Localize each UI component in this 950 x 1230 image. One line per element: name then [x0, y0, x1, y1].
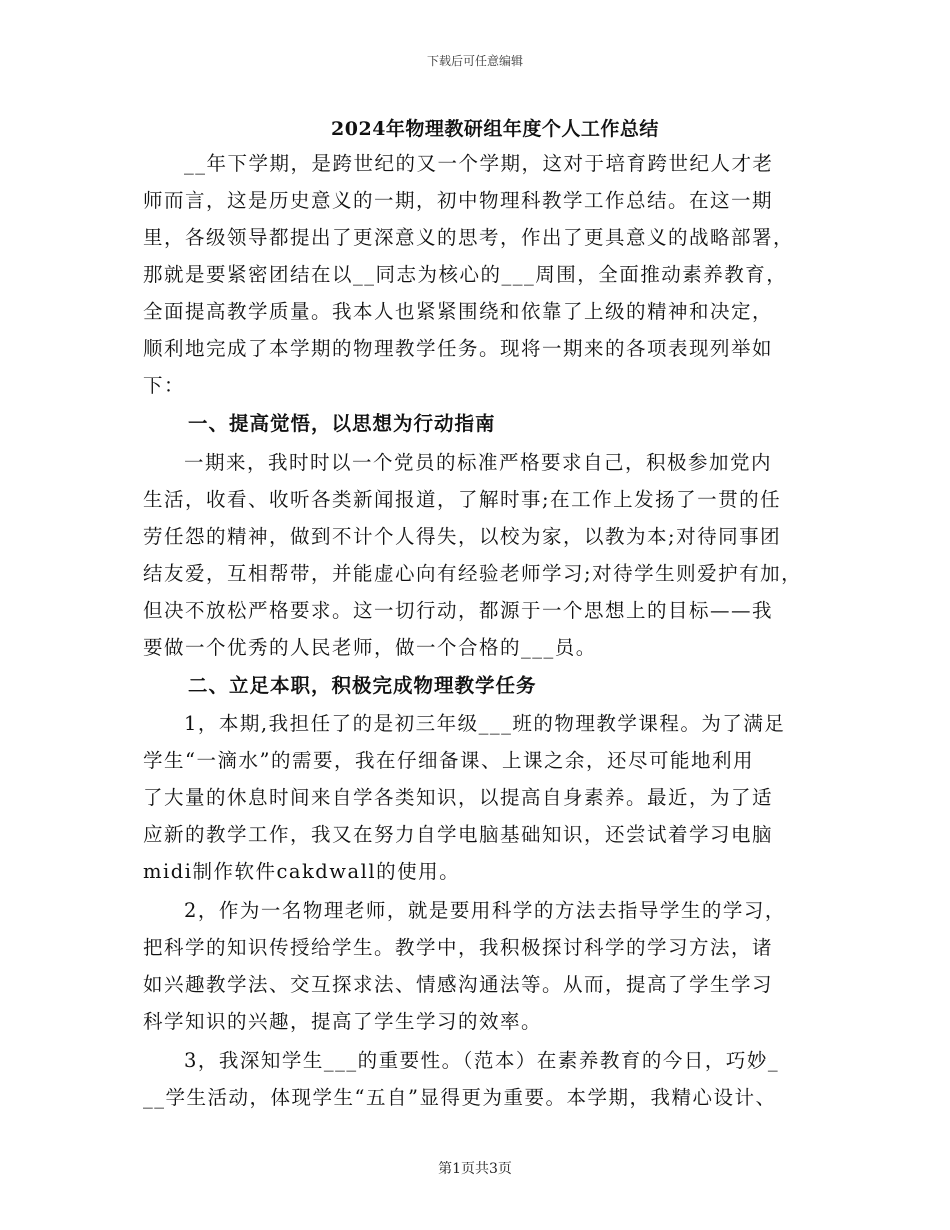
document-title: 2024年物理教研组年度个人工作总结	[331, 118, 659, 140]
paragraph-line: 结友爱，互相帮带，并能虚心向有经验老师学习;对待学生则爱护有加，	[143, 562, 803, 585]
paragraph-line: 劳任怨的精神，做到不计个人得失，以校为家，以教为本;对待同事团	[143, 525, 782, 548]
paragraph-line: 一期来，我时时以一个党员的标准严格要求自己，积极参加党内	[184, 451, 773, 474]
section-heading-1: 一、提高觉悟，以思想为行动指南	[188, 412, 496, 435]
paragraph-line: 但决不放松严格要求。这一切行动，都源于一个思想上的目标——我	[143, 599, 774, 622]
paragraph-line: 把科学的知识传授给学生。教学中，我积极探讨科学的学习方法，诸	[143, 936, 774, 959]
paragraph-line: __年下学期，是跨世纪的又一个学期，这对于培育跨世纪人才老	[184, 152, 774, 175]
paragraph-line: 学生“一滴水”的需要，我在仔细备课、上课之余，还尽可能地利用	[143, 749, 754, 772]
header-note: 下载后可任意编辑	[426, 54, 523, 68]
paragraph-line: __学生活动，体现学生“五自”显得更为重要。本学期，我精心设计、	[143, 1086, 777, 1109]
paragraph-line: 3，我深知学生___的重要性。（范本）在素养教育的今日，巧妙_	[184, 1049, 780, 1072]
paragraph-line: 2，作为一名物理老师，就是要用科学的方法去指导学生的学习，	[184, 899, 786, 922]
paragraph-line: 里，各级领导都提出了更深意义的思考，作出了更具意义的战略部署，	[143, 226, 795, 249]
paragraph-line: 全面提高教学质量。我本人也紧紧围绕和依靠了上级的精神和决定，	[143, 300, 774, 323]
section-heading-2: 二、立足本职，积极完成物理教学任务	[188, 674, 537, 697]
paragraph-line: midi制作软件cakdwall的使用。	[143, 860, 461, 883]
paragraph-line: 生活，收看、收听各类新闻报道，了解时事;在工作上发扬了一贯的任	[143, 488, 782, 511]
paragraph-line: 科学知识的兴趣，提高了学生学习的效率。	[143, 1010, 543, 1033]
paragraph-line: 1，本期,我担任了的是初三年级___班的物理教学课程。为了满足	[184, 712, 786, 735]
paragraph-line: 顺利地完成了本学期的物理教学任务。现将一期来的各项表现列举如	[143, 337, 774, 360]
paragraph-line: 如兴趣教学法、交互探求法、情感沟通法等。从而，提高了学生学习	[143, 973, 774, 996]
paragraph-line: 要做一个优秀的人民老师，做一个合格的___员。	[143, 636, 597, 659]
paragraph-line: 那就是要紧密团结在以__同志为核心的___周围，全面推动素养教育，	[143, 263, 788, 286]
page-number-footer: 第1页共3页	[438, 1161, 512, 1177]
paragraph-line: 应新的教学工作，我又在努力自学电脑基础知识，还尝试着学习电脑	[143, 823, 774, 846]
paragraph-line: 下：	[143, 374, 186, 397]
paragraph-line: 师而言，这是历史意义的一期，初中物理科教学工作总结。在这一期	[143, 189, 774, 212]
paragraph-line: 了大量的休息时间来自学各类知识，以提高自身素养。最近，为了适	[143, 786, 774, 809]
